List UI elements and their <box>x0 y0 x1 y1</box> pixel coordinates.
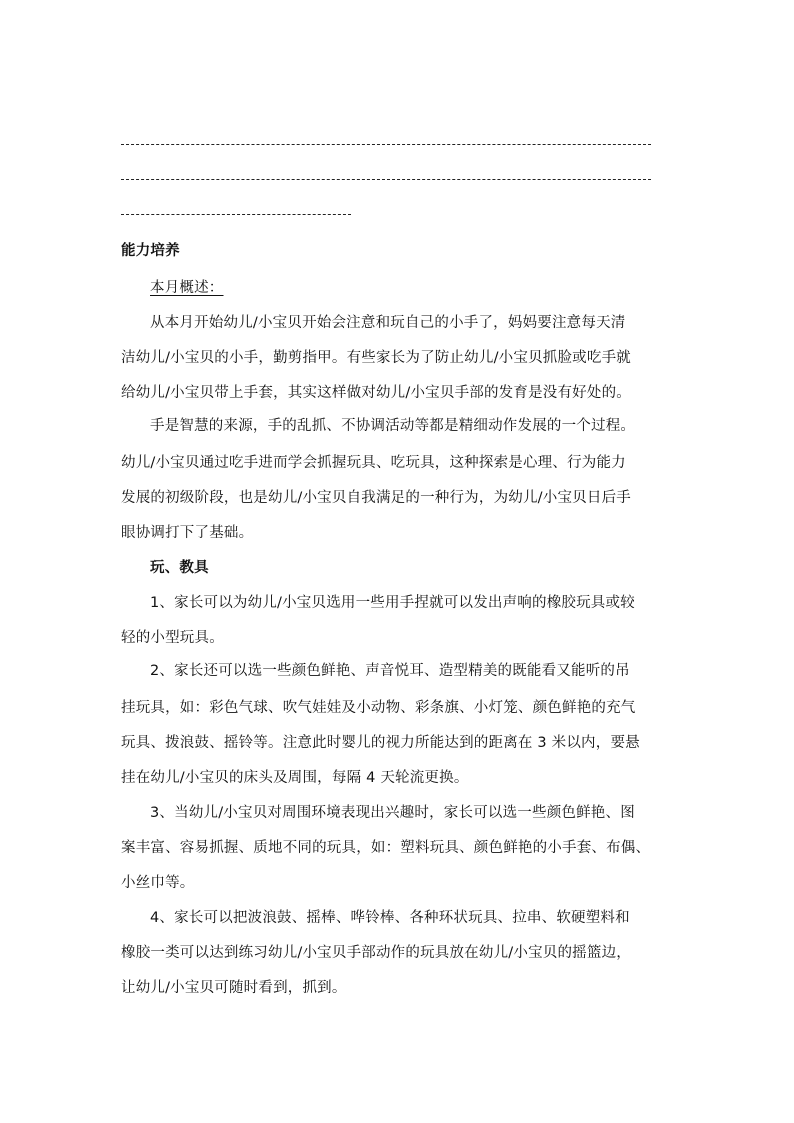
paragraph-line: 从本月开始幼儿/小宝贝开始会注意和玩自己的小手了，妈妈要注意每天清 <box>150 315 626 331</box>
list-item-line: 2、家长还可以选一些颜色鲜艳、声音悦耳、造型精美的既能看又能听的吊 <box>150 663 630 679</box>
paragraph-line: 幼儿/小宝贝通过吃手进而学会抓握玩具、吃玩具，这种探索是心理、行为能力 <box>121 455 626 471</box>
list-item-line: 让幼儿/小宝贝可随时看到，抓到。 <box>121 980 347 996</box>
list-item-line: 橡胶一类可以达到练习幼儿/小宝贝手部动作的玩具放在幼儿/小宝贝的摇篮边， <box>121 945 631 961</box>
blank-fill-line <box>121 179 651 180</box>
paragraph-line: 洁幼儿/小宝贝的小手，勤剪指甲。有些家长为了防止幼儿/小宝贝抓脸或吃手就 <box>121 350 631 366</box>
section-title: 能力培养 <box>121 243 180 259</box>
list-item-line: 3、当幼儿/小宝贝对周围环境表现出兴趣时，家长可以选一些颜色鲜艳、图 <box>150 805 635 821</box>
list-item-line: 小丝巾等。 <box>121 875 195 891</box>
blank-fill-line <box>121 144 651 145</box>
list-item-line: 轻的小型玩具。 <box>121 630 224 646</box>
list-item-line: 4、家长可以把波浪鼓、摇棒、哗铃棒、各种环状玩具、拉串、软硬塑料和 <box>150 910 630 926</box>
list-item-line: 案丰富、容易抓握、质地不同的玩具，如：塑料玩具、颜色鲜艳的小手套、布偶、 <box>121 840 651 856</box>
toys-title: 玩、教具 <box>150 560 209 576</box>
blank-fill-line <box>121 214 351 215</box>
paragraph-line: 给幼儿/小宝贝带上手套，其实这样做对幼儿/小宝贝手部的发育是没有好处的。 <box>121 385 631 401</box>
list-item-line: 玩具、拨浪鼓、摇铃等。注意此时婴儿的视力所能达到的距离在 3 米以内，要悬 <box>121 735 640 751</box>
paragraph-line: 发展的初级阶段，也是幼儿/小宝贝自我满足的一种行为，为幼儿/小宝贝日后手 <box>121 490 631 506</box>
paragraph-line: 手是智慧的来源，手的乱抓、不协调活动等都是精细动作发展的一个过程。 <box>150 418 636 434</box>
list-item-line: 挂玩具，如：彩色气球、吹气娃娃及小动物、彩条旗、小灯笼、颜色鲜艳的充气 <box>121 700 636 716</box>
list-item-line: 挂在幼儿/小宝贝的床头及周围，每隔 4 天轮流更换。 <box>121 770 469 786</box>
list-item-line: 1、家长可以为幼儿/小宝贝选用一些用手捏就可以发出声响的橡胶玩具或较 <box>150 595 635 611</box>
overview-label: 本月概述： <box>150 280 224 296</box>
paragraph-line: 眼协调打下了基础。 <box>121 525 254 541</box>
